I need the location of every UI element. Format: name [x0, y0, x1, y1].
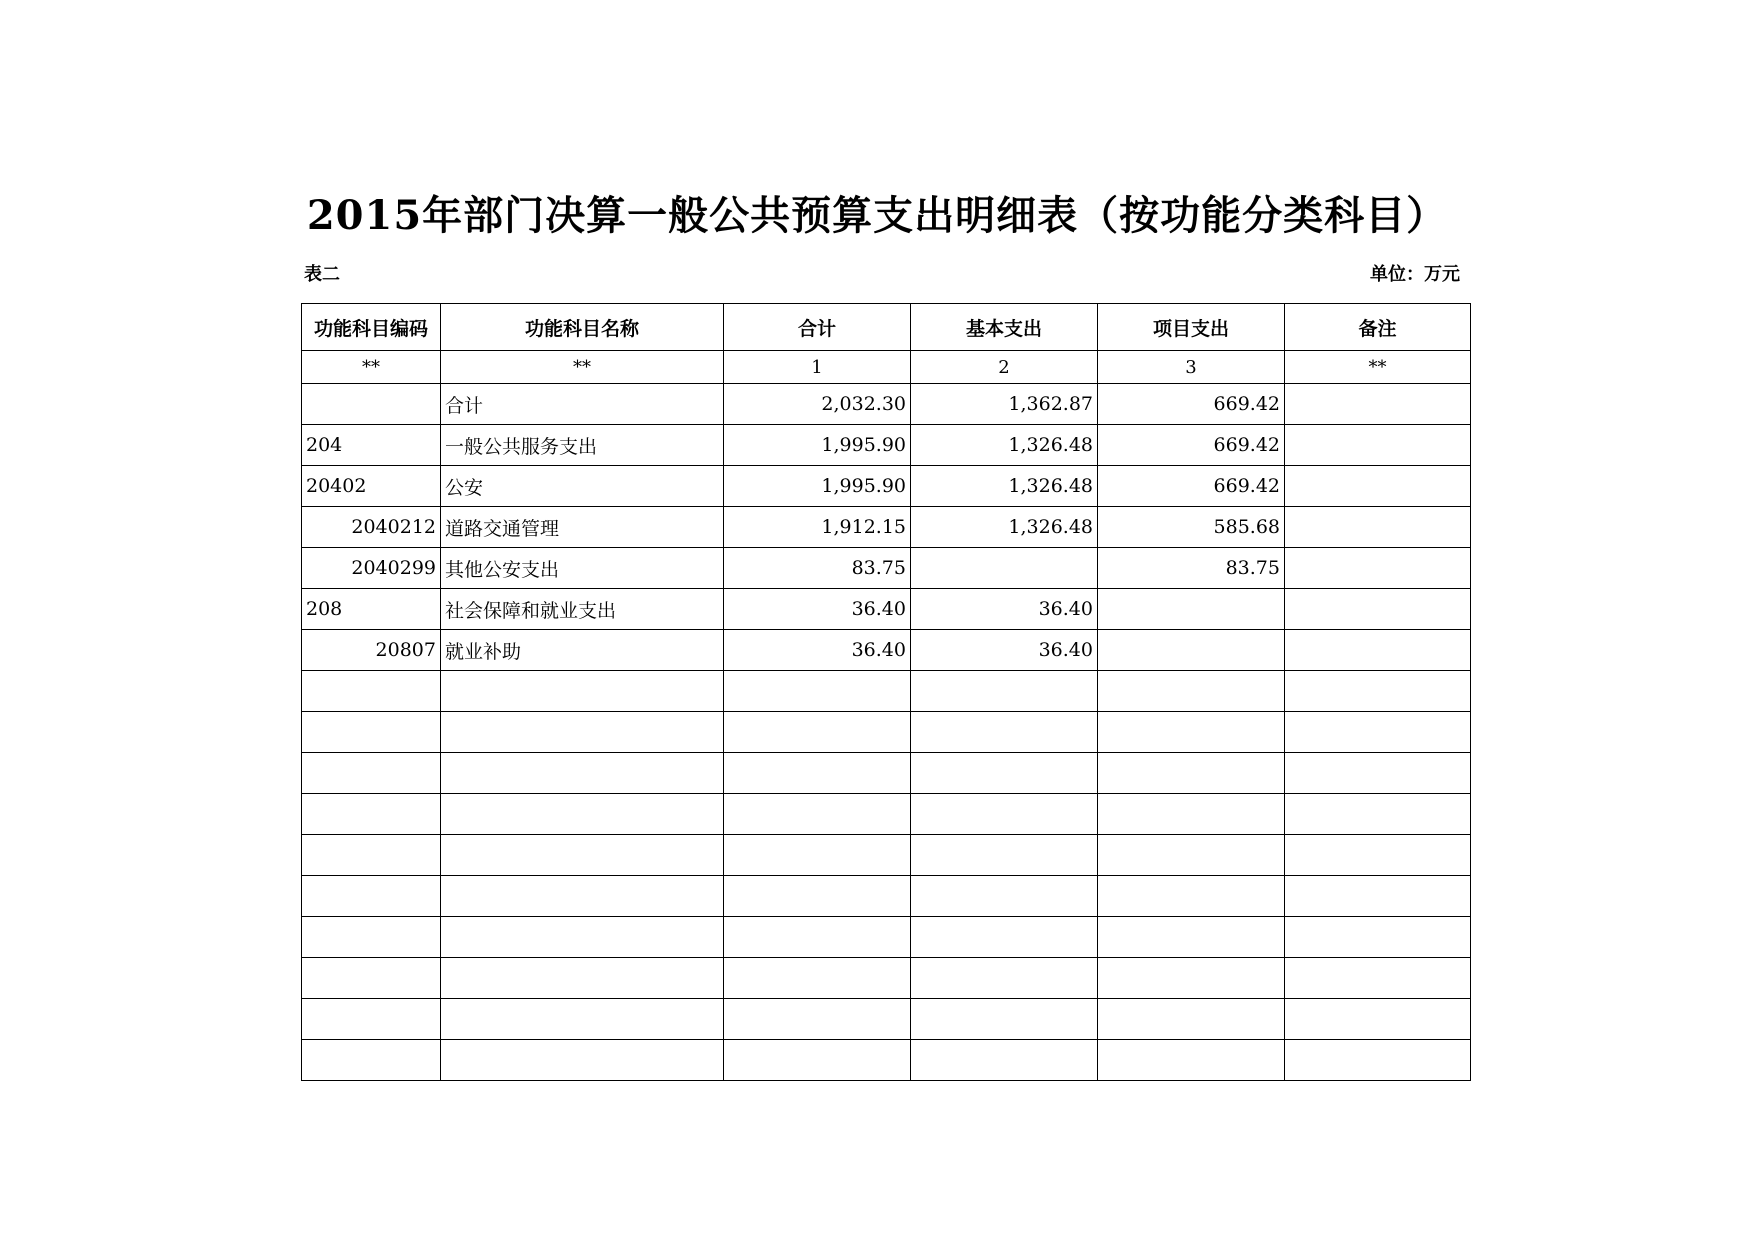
cell-project [1098, 958, 1285, 999]
cell-name: 合计 [441, 384, 724, 425]
cell-basic: 1,326.48 [911, 466, 1098, 507]
cell-note [1285, 876, 1471, 917]
cell-code: 2040299 [302, 548, 441, 589]
table-row [302, 712, 1471, 753]
cell-project [1098, 917, 1285, 958]
cell-code [302, 384, 441, 425]
index-cell: 1 [724, 351, 911, 384]
cell-project: 669.42 [1098, 384, 1285, 425]
cell-project [1098, 999, 1285, 1040]
table-row [302, 589, 1471, 630]
cell-name [441, 794, 724, 835]
cell-total: 1,995.90 [724, 425, 911, 466]
header-basic: 基本支出 [911, 304, 1098, 351]
cell-code [302, 671, 441, 712]
table-row [302, 958, 1471, 999]
cell-code [302, 958, 441, 999]
cell-basic [911, 999, 1098, 1040]
cell-name [441, 835, 724, 876]
table-row [302, 507, 1471, 548]
cell-project: 669.42 [1098, 466, 1285, 507]
cell-note [1285, 917, 1471, 958]
table-label: 表二 [304, 264, 340, 285]
cell-total [724, 917, 911, 958]
cell-basic [911, 835, 1098, 876]
cell-note [1285, 671, 1471, 712]
cell-total [724, 999, 911, 1040]
cell-note [1285, 425, 1471, 466]
cell-name: 一般公共服务支出 [441, 425, 724, 466]
cell-note [1285, 589, 1471, 630]
cell-project [1098, 794, 1285, 835]
cell-name: 社会保障和就业支出 [441, 589, 724, 630]
cell-note [1285, 548, 1471, 589]
cell-note [1285, 835, 1471, 876]
index-cell: ** [441, 351, 724, 384]
cell-note [1285, 958, 1471, 999]
header-code: 功能科目编码 [302, 304, 441, 351]
cell-total [724, 1040, 911, 1081]
unit-label: 单位：万元 [1370, 264, 1460, 285]
table-row [302, 999, 1471, 1040]
cell-name: 公安 [441, 466, 724, 507]
table-row [302, 548, 1471, 589]
cell-code: 20807 [302, 630, 441, 671]
cell-code [302, 999, 441, 1040]
cell-basic [911, 1040, 1098, 1081]
cell-basic: 1,326.48 [911, 425, 1098, 466]
index-cell: 2 [911, 351, 1098, 384]
cell-note [1285, 507, 1471, 548]
cell-total [724, 753, 911, 794]
cell-total: 1,912.15 [724, 507, 911, 548]
cell-name [441, 671, 724, 712]
cell-total [724, 671, 911, 712]
cell-project [1098, 671, 1285, 712]
cell-project: 585.68 [1098, 507, 1285, 548]
cell-code [302, 876, 441, 917]
cell-total [724, 876, 911, 917]
table-row [302, 753, 1471, 794]
cell-total: 36.40 [724, 630, 911, 671]
table-row [302, 794, 1471, 835]
cell-name [441, 876, 724, 917]
table-row [302, 466, 1471, 507]
cell-total [724, 835, 911, 876]
header-project: 项目支出 [1098, 304, 1285, 351]
cell-total [724, 794, 911, 835]
table-row [302, 425, 1471, 466]
cell-name [441, 1040, 724, 1081]
cell-note [1285, 384, 1471, 425]
cell-code: 208 [302, 589, 441, 630]
cell-project [1098, 835, 1285, 876]
cell-project [1098, 712, 1285, 753]
cell-basic [911, 753, 1098, 794]
cell-total: 83.75 [724, 548, 911, 589]
table-row [302, 835, 1471, 876]
cell-name: 就业补助 [441, 630, 724, 671]
cell-basic [911, 671, 1098, 712]
cell-basic [911, 917, 1098, 958]
cell-basic [911, 548, 1098, 589]
cell-code: 204 [302, 425, 441, 466]
table-row [302, 671, 1471, 712]
cell-project [1098, 589, 1285, 630]
cell-note [1285, 466, 1471, 507]
cell-total: 2,032.30 [724, 384, 911, 425]
cell-name [441, 917, 724, 958]
cell-total [724, 958, 911, 999]
index-cell: 3 [1098, 351, 1285, 384]
cell-project [1098, 876, 1285, 917]
header-note: 备注 [1285, 304, 1471, 351]
cell-basic: 36.40 [911, 630, 1098, 671]
cell-basic: 1,326.48 [911, 507, 1098, 548]
cell-name [441, 753, 724, 794]
cell-project [1098, 1040, 1285, 1081]
cell-total [724, 712, 911, 753]
cell-basic [911, 876, 1098, 917]
cell-code [302, 712, 441, 753]
cell-basic [911, 794, 1098, 835]
cell-code [302, 1040, 441, 1081]
index-row [302, 351, 1471, 384]
cell-name: 其他公安支出 [441, 548, 724, 589]
header-row [302, 304, 1471, 351]
cell-code [302, 753, 441, 794]
page-title: 2015年部门决算一般公共预算支出明细表（按功能分类科目） [306, 192, 1448, 239]
cell-name [441, 712, 724, 753]
cell-project: 83.75 [1098, 548, 1285, 589]
cell-note [1285, 1040, 1471, 1081]
index-cell: ** [302, 351, 441, 384]
cell-code [302, 917, 441, 958]
cell-name: 道路交通管理 [441, 507, 724, 548]
header-name: 功能科目名称 [441, 304, 724, 351]
cell-code: 20402 [302, 466, 441, 507]
cell-note [1285, 794, 1471, 835]
index-cell: ** [1285, 351, 1471, 384]
cell-code: 2040212 [302, 507, 441, 548]
table-row [302, 917, 1471, 958]
cell-note [1285, 999, 1471, 1040]
cell-project [1098, 630, 1285, 671]
table-row [302, 384, 1471, 425]
header-total: 合计 [724, 304, 911, 351]
cell-project [1098, 753, 1285, 794]
cell-project: 669.42 [1098, 425, 1285, 466]
cell-code [302, 794, 441, 835]
cell-total: 1,995.90 [724, 466, 911, 507]
cell-name [441, 999, 724, 1040]
table-row [302, 630, 1471, 671]
expenditure-table [301, 303, 1471, 1081]
cell-note [1285, 712, 1471, 753]
cell-code [302, 835, 441, 876]
table-row [302, 1040, 1471, 1081]
table-row [302, 876, 1471, 917]
cell-total: 36.40 [724, 589, 911, 630]
cell-note [1285, 630, 1471, 671]
cell-note [1285, 753, 1471, 794]
cell-name [441, 958, 724, 999]
cell-basic [911, 712, 1098, 753]
cell-basic: 1,362.87 [911, 384, 1098, 425]
cell-basic: 36.40 [911, 589, 1098, 630]
cell-basic [911, 958, 1098, 999]
